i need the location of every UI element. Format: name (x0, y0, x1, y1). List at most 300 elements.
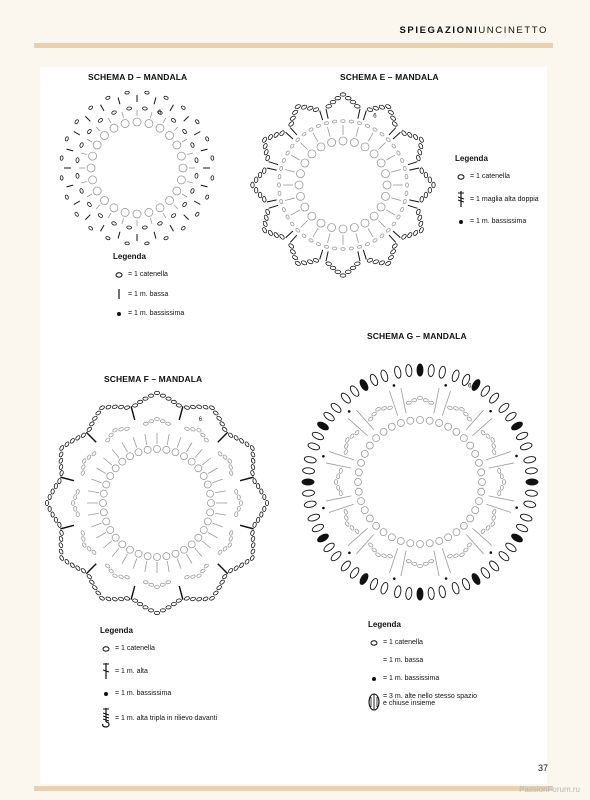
cluster-stitch (330, 550, 343, 562)
chain-stitch (279, 234, 285, 240)
chain-stitch (127, 107, 132, 111)
legend-d-item: = 1 catenella (128, 271, 168, 278)
chain-stitch (428, 401, 433, 405)
chain-stitch (219, 421, 225, 427)
chain-stitch (390, 115, 397, 121)
stitch-post (212, 479, 222, 483)
chain-stitch (419, 136, 425, 143)
loop-stitch (93, 141, 101, 149)
cluster-stitch (304, 456, 317, 464)
chain-stitch (388, 109, 395, 115)
loop-stitch (358, 459, 365, 466)
loop-stitch (133, 210, 141, 218)
chain-stitch (290, 143, 295, 148)
stitch-post (326, 109, 328, 119)
stitch-post (240, 477, 254, 481)
stitch-post (87, 194, 92, 197)
loop-stitch (472, 507, 479, 514)
chain-stitch (365, 124, 370, 128)
loop-stitch (188, 458, 195, 465)
chain-stitch (330, 266, 336, 270)
stitch-post (291, 155, 300, 160)
loop-stitch (407, 540, 414, 547)
loop-stitch (317, 219, 325, 227)
chain-stitch (166, 605, 172, 609)
stitch-post (81, 153, 87, 155)
legend-g-item: = 1 catenella (383, 639, 423, 646)
stitch-post (74, 201, 80, 205)
stitch-post (434, 388, 439, 413)
chain-stitch (341, 248, 345, 251)
chain-stitch (264, 215, 269, 221)
chain-stitch (112, 597, 118, 602)
chain-stitch (357, 121, 362, 125)
chain-stitch (344, 515, 349, 521)
chain-stitch (265, 155, 270, 161)
chain-stitch (424, 172, 428, 178)
chain-stitch (428, 559, 433, 563)
loop-stitch (173, 187, 181, 195)
cluster-stitch (358, 378, 369, 391)
cluster-stitch (488, 392, 500, 405)
slip-stitch (515, 455, 518, 458)
chain-stitch (195, 173, 199, 178)
loop-stitch (382, 170, 390, 178)
stitch-post (393, 231, 400, 238)
chain-stitch (251, 542, 256, 548)
chain-stitch (105, 563, 111, 568)
page-number: 37 (537, 763, 548, 773)
chain-stitch (418, 397, 423, 400)
loop-stitch (144, 553, 151, 560)
chain-stitch (265, 209, 270, 215)
stitch-post (118, 97, 120, 104)
stitch-post (86, 432, 96, 442)
legend-d-row (113, 289, 184, 299)
cluster-stitch (369, 373, 379, 386)
loop-stitch (188, 541, 195, 548)
chain-stitch (337, 485, 340, 490)
stitch-post (112, 548, 119, 556)
loop-stitch (107, 527, 114, 534)
stitch-post (356, 233, 359, 243)
bottom-rule (34, 786, 553, 791)
stitch-post (154, 232, 156, 239)
chain-stitch (124, 405, 130, 410)
stitch-post (326, 251, 328, 261)
stitch-post (96, 205, 100, 209)
loop-stitch (370, 212, 378, 220)
legend-g-item: = 1 m. bassissima (383, 675, 440, 682)
stitch-post (179, 406, 183, 420)
stitch-post (96, 533, 106, 539)
chain-stitch (181, 105, 186, 110)
chain-stitch (391, 221, 396, 226)
loop-stitch (380, 428, 387, 435)
stitch-post (329, 504, 354, 512)
chain-stitch (81, 530, 86, 536)
stitch-post (91, 479, 101, 483)
chain-stitch (118, 427, 124, 432)
chain-stitch (157, 221, 163, 226)
loop-stitch (426, 417, 433, 424)
chain-stitch (181, 226, 186, 231)
cluster-stitch (340, 392, 352, 405)
chain-stitch (88, 105, 93, 110)
chain-stitch (372, 127, 377, 132)
stitch-post (87, 139, 92, 142)
stitch-post (74, 132, 80, 136)
stitch-post (201, 185, 208, 187)
stitch-post (356, 410, 373, 429)
chain-stitch (424, 192, 428, 198)
chain-stitch (447, 554, 453, 559)
chain-symbol-icon (368, 640, 380, 646)
chain-stitch (76, 173, 80, 178)
loop-stitch (163, 446, 170, 453)
stitch-post (218, 564, 228, 574)
stitch-post (88, 513, 99, 515)
legend-d-title: Legenda (113, 252, 146, 261)
loop-stitch (110, 204, 118, 212)
cluster-stitch (369, 577, 379, 590)
chain-stitch (256, 483, 260, 489)
stitch-post (177, 558, 181, 568)
chain-stitch (190, 405, 196, 410)
stitch-post (326, 463, 351, 468)
chain-stitch (308, 238, 313, 243)
stitch-post (103, 458, 111, 465)
legend-e-row (455, 218, 539, 225)
chain-stitch (137, 400, 143, 404)
chain-stitch (195, 158, 199, 163)
stitch-post (466, 410, 483, 429)
chain-stitch (166, 422, 171, 426)
double-treble-symbol-icon (455, 191, 467, 207)
chain-stitch (503, 480, 506, 485)
chain-stitch (143, 580, 148, 584)
top-rule (34, 43, 553, 48)
slip-stitch (322, 507, 325, 510)
chain-stitch (213, 410, 219, 416)
chain-stitch (381, 553, 387, 558)
chain-stitch (244, 559, 250, 565)
stitch-post (208, 468, 218, 474)
chain-stitch (273, 232, 279, 239)
chain-stitch (222, 426, 228, 432)
loop-stitch (453, 529, 460, 536)
chain-stitch (98, 213, 104, 218)
cluster-stitch (470, 572, 481, 585)
chain-stitch (48, 506, 51, 511)
loop-stitch (179, 164, 187, 172)
legend-d-item: = 1 m. bassa (128, 290, 169, 298)
cluster-stitch (307, 513, 320, 523)
chain-stitch (258, 172, 262, 178)
stitch-post (356, 127, 359, 137)
loop-stitch (100, 131, 108, 139)
loop-stitch (154, 554, 161, 561)
chain-stitch (176, 403, 182, 407)
chain-stitch (171, 400, 177, 404)
loop-stitch (417, 417, 424, 424)
chain-stitch (79, 188, 84, 194)
chain-stitch (51, 512, 55, 518)
chain-stitch (379, 132, 384, 137)
chain-stitch (492, 449, 497, 455)
cluster-stitch (470, 378, 481, 391)
chain-stitch (75, 565, 81, 571)
legend-e-row (455, 191, 539, 207)
chain-stitch (406, 183, 409, 187)
cluster-stitch (504, 411, 517, 423)
chain-stitch (99, 405, 105, 410)
chain-stitch (262, 196, 266, 202)
chain-stitch (307, 106, 313, 111)
chain-stitch (184, 596, 190, 601)
loop-stitch (177, 152, 185, 160)
loop-stitch (145, 120, 153, 128)
loop-stitch (87, 164, 95, 172)
chain-stitch (385, 104, 392, 110)
chain-stitch (229, 530, 234, 536)
loop-stitch (144, 446, 151, 453)
stitch-post (434, 551, 439, 576)
scheme-f-title: SCHEMA F – MANDALA (104, 374, 203, 384)
loop-stitch (383, 181, 391, 189)
chain-stitch (417, 215, 422, 221)
loop-stitch (110, 124, 118, 132)
loop-stitch (350, 224, 358, 232)
chain-stitch (203, 563, 209, 568)
round-number: 6 (468, 383, 472, 390)
chain-stitch (335, 480, 338, 485)
stitch-post (187, 181, 193, 183)
stitch-post (133, 558, 137, 568)
chain-stitch (453, 406, 459, 411)
chain-stitch (258, 192, 262, 198)
stitch-post (269, 205, 279, 208)
chain-stitch (155, 586, 160, 589)
chain-stitch (219, 579, 225, 585)
loop-stitch (204, 518, 211, 525)
chain-stitch (213, 590, 219, 596)
chain-stitch (405, 174, 408, 179)
loop-stitch (317, 143, 325, 151)
chain-stitch (124, 427, 130, 432)
legend-e-row (455, 173, 539, 180)
loop-stitch (350, 138, 358, 146)
legend-e-item: = 1 maglia alta doppia (470, 195, 539, 203)
chain-stitch (59, 555, 64, 561)
stitch-post (201, 149, 208, 151)
cluster-stitch (316, 532, 329, 543)
chain-stitch (145, 242, 150, 245)
loop-stitch (112, 534, 119, 541)
chain-stitch (344, 443, 349, 449)
loop-stitch (475, 459, 482, 466)
loop-stitch (296, 170, 304, 178)
chain-stitch (76, 158, 80, 163)
chain-stitch (387, 554, 393, 559)
single-crochet-symbol-icon (113, 289, 125, 299)
stitch-post (267, 168, 277, 170)
chain-stitch (142, 226, 147, 230)
stitch-post (194, 201, 200, 205)
chain-stitch (190, 427, 196, 432)
loop-stitch (172, 449, 179, 456)
chain-stitch (216, 585, 222, 591)
chain-stitch (400, 207, 404, 212)
chain-stitch (95, 410, 101, 416)
cluster-stitch (504, 541, 517, 553)
chain-stitch (211, 176, 214, 181)
legend-g (368, 620, 477, 722)
legend-g-row (368, 693, 477, 711)
chain-stitch (143, 397, 149, 401)
chain-stitch (171, 213, 177, 218)
chain-stitch (99, 596, 105, 601)
chain-stitch (166, 397, 172, 401)
chain-stitch (453, 553, 459, 558)
chain-stitch (74, 119, 79, 124)
chain-stitch (416, 155, 421, 161)
stitch-post (167, 561, 169, 572)
chain-stitch (86, 574, 92, 580)
chain-stitch (234, 489, 238, 494)
stitch-post (145, 434, 147, 445)
loop-stitch (112, 465, 119, 472)
chain-stitch (263, 506, 266, 511)
chain-stitch (463, 547, 469, 552)
chain-stitch (262, 227, 268, 234)
chain-stitch (485, 525, 490, 531)
chain-stitch (92, 416, 98, 422)
stitch-post (85, 116, 90, 121)
chain-stitch (196, 428, 202, 433)
stitch-post (363, 250, 366, 260)
chain-stitch (288, 121, 294, 127)
chain-stitch (51, 489, 55, 495)
chain-stitch (391, 143, 396, 148)
chain-stitch (184, 575, 190, 580)
stitch-post (286, 231, 293, 238)
chain-stitch (285, 150, 290, 155)
stitch-post (182, 139, 187, 142)
chain-stitch (401, 130, 407, 136)
chain-stitch (294, 261, 301, 267)
chain-stitch (254, 177, 258, 183)
legend-g-title: Legenda (368, 620, 401, 629)
front-post-triple-symbol-icon (100, 708, 112, 728)
cluster-stitch (523, 500, 536, 508)
double-crochet-symbol-icon (100, 663, 112, 679)
legend-g-row (368, 657, 477, 664)
chain-stitch (234, 512, 238, 517)
chain-stitch (403, 166, 407, 171)
loop-stitch (361, 143, 369, 151)
chain-stitch (406, 559, 411, 563)
chain-stitch (86, 426, 92, 432)
stitch-post (122, 218, 124, 224)
chain-stitch (262, 143, 268, 150)
loop-stitch (417, 541, 424, 548)
chain-stitch (112, 404, 118, 409)
chain-stitch (57, 522, 61, 528)
chain-stitch (237, 506, 240, 511)
chain-stitch (176, 598, 182, 602)
chain-stitch (233, 435, 239, 441)
chain-stitch (282, 207, 286, 212)
chain-stitch (111, 221, 117, 226)
chain-stitch (412, 399, 417, 402)
chain-stitch (166, 580, 171, 584)
chain-stitch (285, 214, 290, 219)
slip-stitch (348, 552, 351, 555)
chain-stitch (209, 596, 215, 601)
chain-stitch (203, 437, 209, 442)
loop-stitch (133, 118, 141, 126)
legend-d-item: = 1 m. bassissima (128, 310, 185, 317)
chain-stitch (59, 470, 64, 476)
stitch-post (66, 185, 73, 187)
header-part-1: SPIEGAZIONI (399, 25, 479, 36)
chain-stitch (396, 214, 401, 219)
cluster-stitch (488, 559, 500, 572)
chain-stitch (82, 458, 87, 464)
chain-stitch (279, 130, 285, 136)
chain-stitch (195, 212, 200, 217)
stitch-post (327, 127, 330, 137)
stitch-post (358, 251, 360, 261)
chain-stitch (357, 245, 362, 249)
legend-e-item: = 1 catenella (470, 173, 510, 180)
stitch-post (240, 525, 254, 529)
chain-stitch (349, 525, 354, 531)
stitch-post (112, 449, 119, 457)
chain-stitch (371, 411, 377, 416)
chain-stitch (401, 234, 407, 240)
stitch-post (386, 155, 395, 160)
chain-stitch (365, 242, 370, 246)
chain-stitch (341, 120, 345, 123)
chain-stitch (118, 574, 124, 579)
stitch-post (489, 463, 514, 468)
chain-stitch (316, 124, 321, 128)
stitch-post (208, 533, 218, 539)
chain-stitch (406, 401, 411, 405)
slip-stitch-symbol-icon (368, 676, 380, 682)
chain-stitch (330, 100, 336, 104)
watermark: PassionForum.ru (519, 785, 580, 794)
loop-stitch (208, 500, 215, 507)
chain-stitch (190, 142, 195, 148)
chain-stitch (228, 568, 234, 574)
stitch-post (163, 213, 166, 218)
slip-stitch-symbol-icon (113, 311, 125, 317)
loop-stitch (361, 219, 369, 227)
chain-stitch (295, 137, 300, 142)
stitch-post (408, 162, 418, 165)
loop-stitch (100, 490, 107, 497)
chain-stitch (143, 605, 149, 609)
loop-stitch (328, 224, 336, 232)
chain-stitch (326, 262, 332, 266)
chain-stitch (278, 174, 281, 179)
chain-stitch (388, 255, 395, 261)
stitch-post (378, 220, 385, 227)
loop-stitch (166, 197, 174, 205)
